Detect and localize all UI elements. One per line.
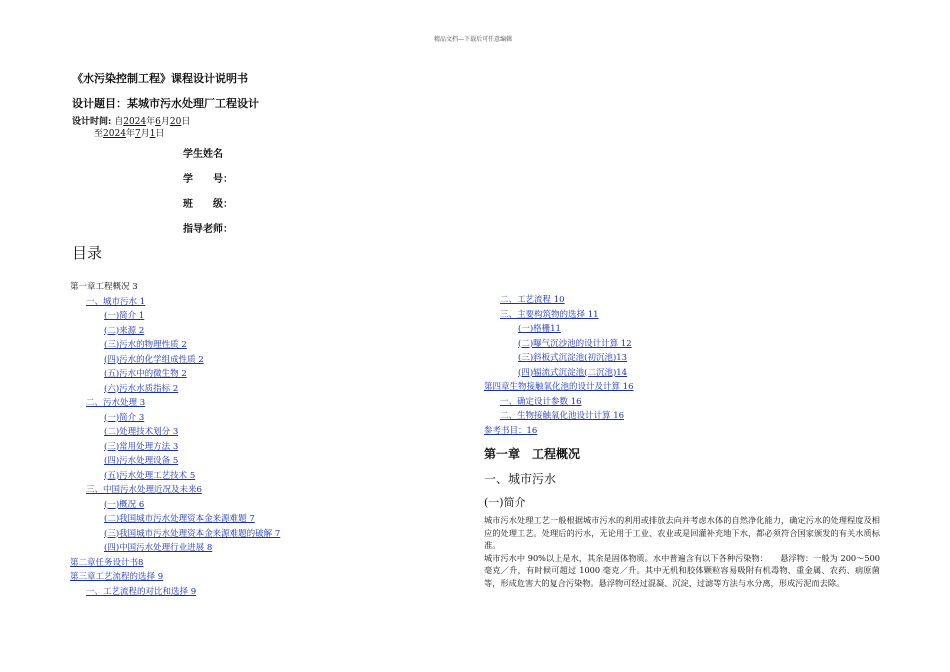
toc-entry bbox=[104, 411, 450, 426]
toc-entry bbox=[104, 440, 450, 455]
teacher-label: 指导老师： bbox=[183, 224, 233, 235]
design-subject: 设计题目：某城市污水处理厂工程设计 bbox=[72, 97, 259, 110]
toc-link[interactable]: (二)处理技术划分 3 bbox=[104, 427, 179, 437]
toc-entry bbox=[86, 483, 450, 498]
toc-entry bbox=[518, 366, 884, 381]
to-month: 7 bbox=[134, 129, 141, 139]
toc-link[interactable]: (五)污水处理工艺技术 5 bbox=[104, 470, 196, 481]
from-day: 20 bbox=[169, 117, 182, 127]
toc-entry bbox=[500, 293, 884, 308]
toc-link[interactable]: 三、中国污水处理近况及未来6 bbox=[86, 485, 202, 495]
to-year: 2024 bbox=[103, 129, 126, 139]
document-title: 《水污染控制工程》课程设计说明书 bbox=[72, 72, 248, 85]
class-label: 班 级： bbox=[183, 199, 233, 210]
toc-link[interactable]: 二、污水处理 3 bbox=[86, 398, 146, 408]
toc-entry bbox=[500, 395, 884, 410]
header-note: 精品文档---下载后可任意编辑 bbox=[434, 36, 513, 43]
toc-entry bbox=[104, 512, 450, 527]
body-paragraph: 城市污水处理工艺一般根据城市污水的利用或排放去向并考虑水体的自然净化能力，确定污水的处理程度及相应的处理工艺。处理后的污水，无论用于工业、农业或是回灌补充地下水，都必须符合国家颁发的有关水质标准。 bbox=[484, 515, 880, 550]
toc-link[interactable]: (一)简介 3 bbox=[104, 412, 145, 423]
toc-link[interactable]: 一、工艺流程的对比和选择 9 bbox=[86, 586, 197, 597]
toc-link[interactable]: (二)曝气沉沙池的设计计算 12 bbox=[518, 338, 632, 349]
toc-entry bbox=[104, 469, 450, 484]
toc-link[interactable]: (二)来源 2 bbox=[104, 325, 145, 336]
body-paragraph: 城市污水中 90%以上是水，其余是固体物质。水中普遍含有以下各种污染物： 悬浮物：一般为 200～500 毫克／升，有时候可超过 1000 毫克／升。其中无机和胶体颗粒容易吸附有机毒物、重金属、农药、病原菌等，形成危害大的复合污染物。悬浮物可经过混凝、沉淀、过滤等方法与水分离，形成污泥而去除。 bbox=[484, 552, 880, 588]
toc-link[interactable]: (三)斜板式沉淀池(初沉池)13 bbox=[518, 353, 628, 363]
toc-title: 目录 bbox=[72, 244, 103, 262]
toc-link[interactable]: (三)我国城市污水处理资本金来源难题的破解 7 bbox=[104, 528, 281, 539]
from-month: 6 bbox=[155, 117, 161, 127]
toc-link[interactable]: (三)污水的物理性质 2 bbox=[104, 340, 187, 350]
toc-link[interactable]: (一)概况 6 bbox=[104, 499, 145, 510]
toc-entry bbox=[104, 498, 450, 513]
to-day: 1 bbox=[149, 129, 156, 139]
toc-link[interactable]: (一)简介 1 bbox=[104, 311, 145, 321]
toc-link[interactable]: 二、生物接触氧化池设计计算 16 bbox=[500, 411, 625, 421]
toc-link[interactable]: 一、城市污水 1 bbox=[86, 296, 146, 307]
student-id-label: 学 号： bbox=[183, 174, 233, 185]
toc-link[interactable]: 三、主要构筑物的选择 11 bbox=[500, 309, 599, 320]
toc-entry bbox=[70, 280, 450, 295]
toc-entry bbox=[484, 380, 884, 395]
student-name-label: 学生姓名 bbox=[183, 149, 223, 160]
day-unit: 日 bbox=[155, 129, 165, 139]
section-heading: 一、城市污水 bbox=[484, 472, 557, 486]
toc-entry bbox=[500, 409, 884, 424]
toc-right-column bbox=[484, 293, 884, 438]
toc-link[interactable]: 第二章任务设计书8 bbox=[70, 557, 144, 568]
toc-entry bbox=[70, 556, 450, 571]
toc-entry bbox=[104, 324, 450, 339]
toc-link[interactable]: (四)污水处理设备 5 bbox=[104, 456, 179, 466]
toc-entry bbox=[104, 309, 450, 324]
body-text bbox=[484, 514, 880, 589]
toc-entry bbox=[518, 337, 884, 352]
chapter-heading: 第一章 工程概况 bbox=[484, 447, 581, 461]
toc-left-column bbox=[70, 280, 450, 599]
toc-entry bbox=[104, 367, 450, 382]
toc-link[interactable]: 第四章生物接触氧化池的设计及计算 16 bbox=[484, 382, 634, 392]
toc-link[interactable]: (四)污水的化学组成性质 2 bbox=[104, 354, 204, 365]
toc-link[interactable]: 二、工艺流程 10 bbox=[500, 295, 565, 305]
subsection-heading: (一)简介 bbox=[484, 496, 526, 509]
design-time-to bbox=[94, 126, 164, 139]
toc-entry bbox=[86, 295, 450, 310]
toc-entry bbox=[104, 425, 450, 440]
toc-entry bbox=[104, 338, 450, 353]
toc-entry bbox=[70, 570, 450, 585]
toc-entry bbox=[104, 541, 450, 556]
toc-link[interactable]: (五)污水中的微生物 2 bbox=[104, 369, 187, 379]
toc-link[interactable]: (四)中国污水处理行业进展 8 bbox=[104, 543, 213, 553]
design-time-label: 设计时间: bbox=[72, 117, 112, 127]
toc-entry bbox=[500, 308, 884, 323]
toc-entry bbox=[518, 351, 884, 366]
toc-link[interactable]: (二)我国城市污水处理资本金来源难题 7 bbox=[104, 514, 255, 524]
year-unit: 年 bbox=[125, 129, 135, 139]
month-unit: 月 bbox=[140, 129, 150, 139]
toc-link[interactable]: 参考书目：16 bbox=[484, 425, 538, 436]
toc-link[interactable]: (六)污水水质指标 2 bbox=[104, 383, 179, 394]
toc-entry bbox=[104, 353, 450, 368]
toc-link[interactable]: (四)辐流式沉淀池(二沉池)14 bbox=[518, 367, 628, 378]
from-year: 2024 bbox=[123, 117, 147, 127]
year-unit: 年 bbox=[146, 117, 156, 127]
toc-entry bbox=[104, 527, 450, 542]
toc-link[interactable]: 一、确定设计参数 16 bbox=[500, 396, 582, 407]
toc-entry bbox=[86, 585, 450, 600]
toc-link[interactable]: (三)常用处理方法 3 bbox=[104, 441, 179, 452]
toc-entry bbox=[484, 424, 884, 439]
toc-entry bbox=[104, 382, 450, 397]
toc-entry bbox=[86, 396, 450, 411]
from-prefix: 自 bbox=[114, 117, 124, 127]
toc-link[interactable]: (一)格栅11 bbox=[518, 324, 561, 334]
month-unit: 月 bbox=[160, 117, 170, 127]
to-prefix: 至 bbox=[94, 129, 104, 139]
toc-entry bbox=[104, 454, 450, 469]
day-unit: 日 bbox=[181, 117, 191, 127]
toc-link[interactable]: 第三章工艺流程的选择 9 bbox=[70, 572, 164, 582]
toc-entry bbox=[518, 322, 884, 337]
toc-link: 第一章工程概况 3 bbox=[70, 282, 138, 292]
